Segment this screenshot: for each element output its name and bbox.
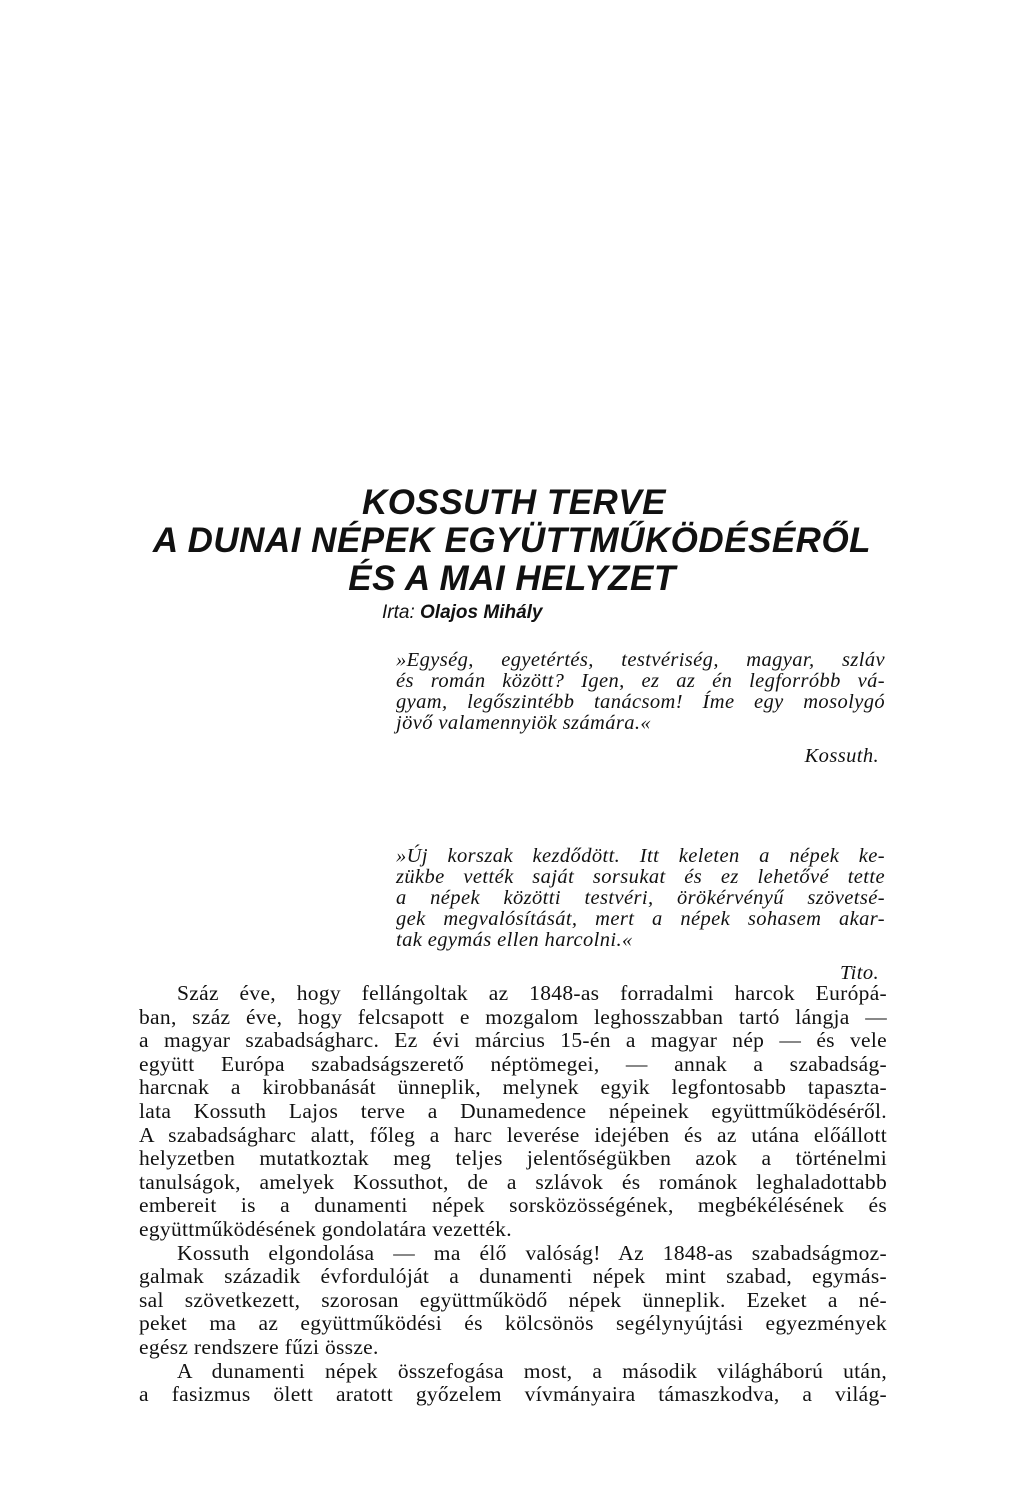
author-name: Olajos Mihály <box>420 602 543 623</box>
body-line: peket ma az együttműködési és kölcsönös segélynyújtási egyezmények <box>139 1311 887 1336</box>
epigraph-line: gek megvalósítását, mert a népek sohasem akar- <box>396 908 885 930</box>
title-line-2: A DUNAI NÉPEK EGYÜTTMŰKÖDÉSÉRŐL <box>152 521 872 560</box>
epigraph-line: a népek közötti testvéri, örökérvényű szövetsé- <box>396 887 885 909</box>
body-line: együtt Európa szabadságszerető néptömegei, — annak a szabadság- <box>139 1051 887 1076</box>
title-line-1: KOSSUTH TERVE <box>361 483 667 522</box>
epigraph-line: gyam, legőszintébb tanácsom! Íme egy mosolygó <box>396 691 885 713</box>
epigraph-line: »Egység, egyetértés, testvériség, magyar, szláv <box>396 649 885 671</box>
epigraph-signature: Tito. <box>839 962 879 984</box>
body-line: tanulságok, amelyek Kossuthot, de a szlávok és románok leghaladottabb <box>139 1169 887 1194</box>
body-line: galmak századik évfordulóját a dunamenti népek mint szabad, egymás- <box>139 1264 887 1289</box>
epigraph-line: jövő valamennyiök számára.« <box>396 712 652 734</box>
epigraph-line: tak egymás ellen harcolni.« <box>396 929 633 951</box>
epigraph-line: »Új korszak kezdődött. Itt keleten a népek ke- <box>396 845 885 867</box>
epigraph-line: zükbe vették saját sorsukat és ez lehetővé tette <box>396 866 885 888</box>
epigraph-kossuth <box>396 650 885 767</box>
body-line: ban, száz éve, hogy felcsapott e mozgalom leghosszabban tartó lángja — <box>139 1004 887 1029</box>
body-line: lata Kossuth Lajos terve a Dunamedence népeinek együttműködéséről. <box>139 1098 887 1123</box>
epigraph-signature: Kossuth. <box>804 745 879 767</box>
epigraph-line: és román között? Igen, ez az én legforróbb vá- <box>396 670 885 692</box>
body-line: harcnak a kirobbanását ünneplik, melynek egyik legfontosabb tapaszta- <box>139 1075 887 1100</box>
body-line: Kossuth elgondolása — ma élő valóság! Az 1848-as szabadságmoz- <box>177 1240 887 1265</box>
body-line: sal szövetkezett, szorosan együttműködő népek ünneplik. Ezeket a né- <box>139 1287 887 1312</box>
body-line: helyzetben mutatkoztak meg teljes jelentőségükben azok a történelmi <box>139 1146 887 1171</box>
body-line: egész rendszere fűzi össze. <box>139 1334 379 1359</box>
title-line-3: ÉS A MAI HELYZET <box>348 559 676 598</box>
body-line: A dunamenti népek összefogása most, a második világháború után, <box>177 1358 887 1383</box>
author-prefix: Irta: <box>382 602 415 623</box>
body-line: a fasizmus ölett aratott győzelem vívmányaira támaszkodva, a világ- <box>139 1382 887 1407</box>
body-line: embereit is a dunamenti népek sorsközösségének, megbékélésének és <box>139 1193 887 1218</box>
author-byline <box>382 602 543 624</box>
body-line: Száz éve, hogy fellángoltak az 1848-as forradalmi harcok Európá- <box>177 981 887 1005</box>
article-body <box>139 982 887 1407</box>
body-line: a magyar szabadságharc. Ez évi március 15-én a magyar nép — és vele <box>139 1028 887 1053</box>
body-line: együttműködésének gondolatára vezették. <box>139 1216 512 1241</box>
body-line: A szabadságharc alatt, főleg a harc leverése idejében és az utána előállott <box>139 1122 887 1147</box>
epigraph-tito <box>396 846 885 984</box>
article-title <box>0 484 1024 598</box>
